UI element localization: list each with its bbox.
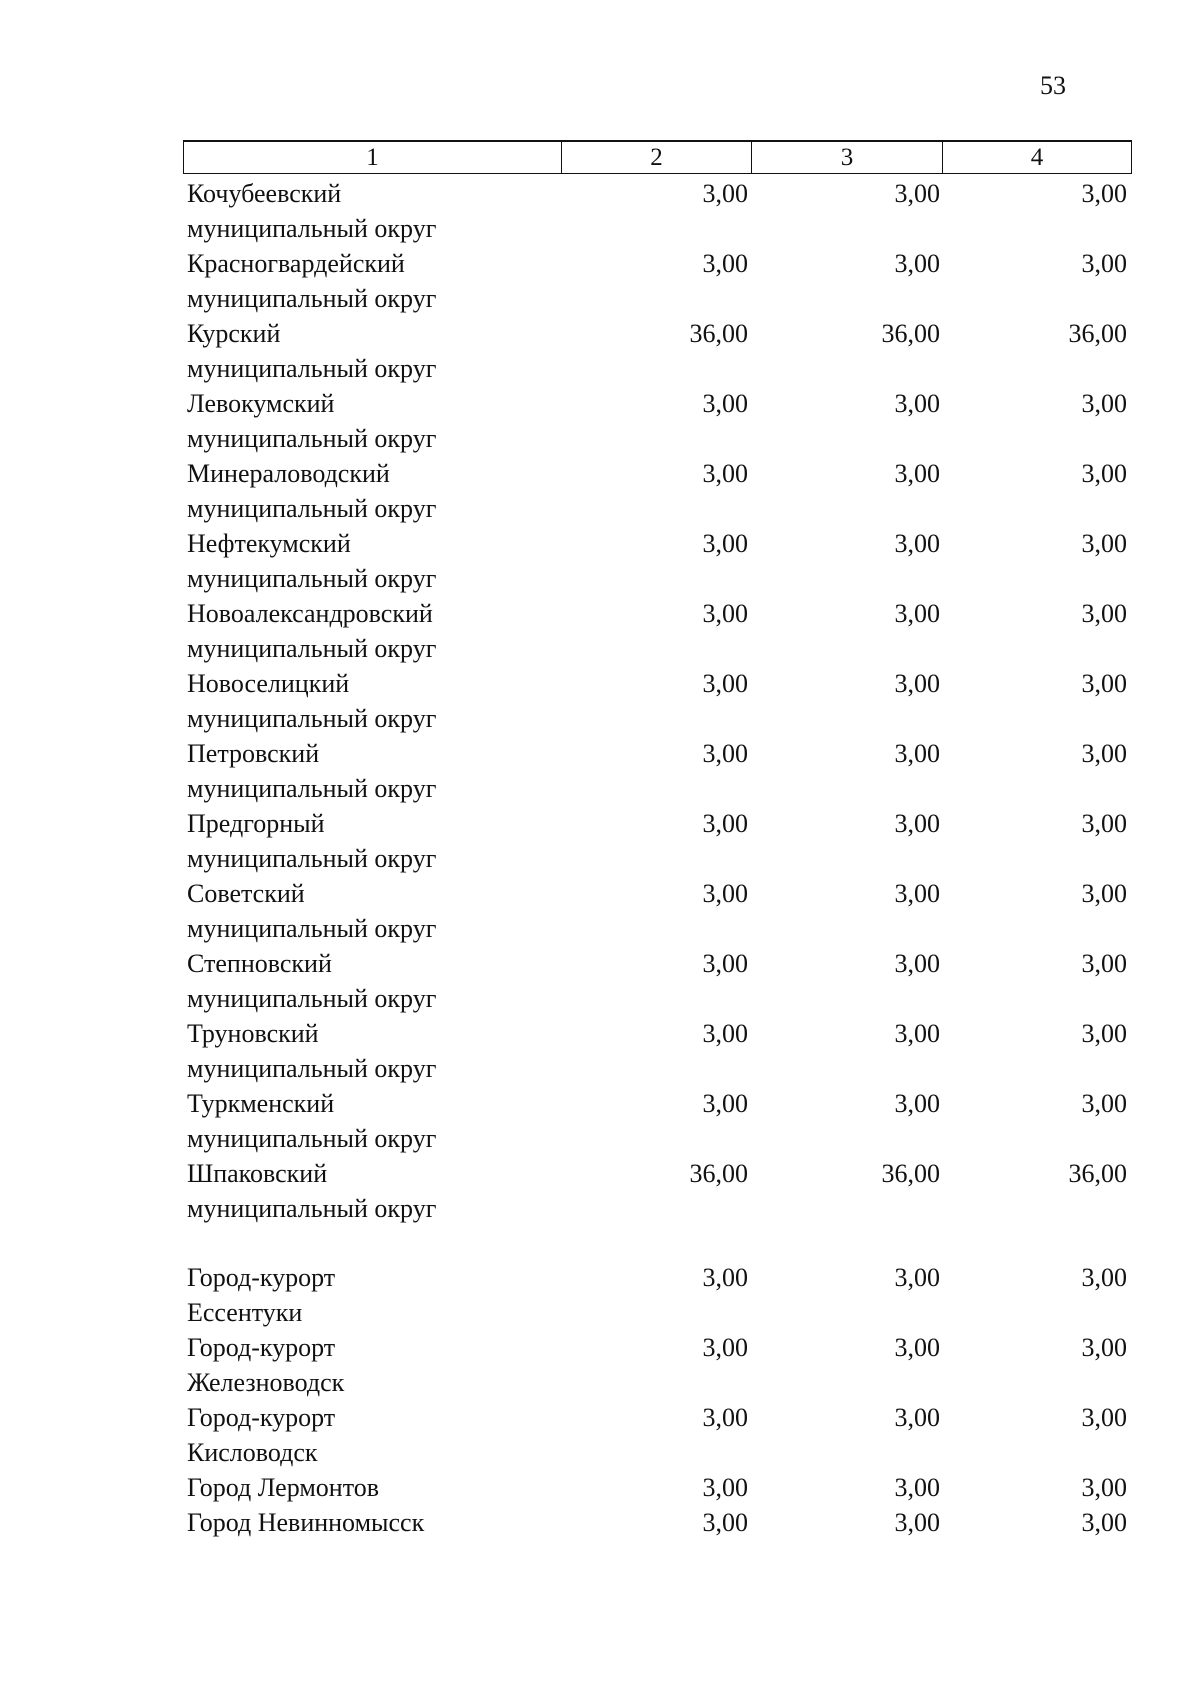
table-body [0, 176, 1200, 1540]
row-name-line: Минераловодский [187, 459, 390, 488]
row-value-c3: 36,00 [881, 1159, 940, 1188]
row-name [187, 176, 567, 246]
row-value-c2: 3,00 [702, 1403, 748, 1432]
row-name [187, 666, 567, 736]
row-name-line: Левокумский [187, 389, 335, 418]
row-name-line: муниципальный округ [187, 1194, 437, 1223]
row-value-c2: 3,00 [702, 179, 748, 208]
row-value-c4: 3,00 [1081, 179, 1127, 208]
table-row [0, 876, 1200, 946]
row-value-c4: 3,00 [1081, 1019, 1127, 1048]
row-name-line: Город Лермонтов [187, 1473, 379, 1502]
row-value-c3: 3,00 [894, 1473, 940, 1502]
row-name-line: Нефтекумский [187, 529, 351, 558]
row-name-line: Советский [187, 879, 305, 908]
row-value-c2: 3,00 [702, 809, 748, 838]
table-header [0, 140, 1200, 176]
row-name [187, 1505, 567, 1540]
row-name [187, 316, 567, 386]
row-name-line: Город-курорт [187, 1403, 336, 1432]
table-row [0, 946, 1200, 1016]
row-value-c2: 3,00 [702, 949, 748, 978]
row-name-line: муниципальный округ [187, 914, 437, 943]
row-value-c3: 3,00 [894, 739, 940, 768]
row-value-c4: 36,00 [1068, 1159, 1127, 1188]
row-name-line: Курский [187, 319, 281, 348]
row-value-c2: 3,00 [702, 1333, 748, 1362]
row-name [187, 1156, 567, 1226]
row-name-line: Новоалександровский [187, 599, 433, 628]
row-name-line: Предгорный [187, 809, 325, 838]
table-row [0, 1330, 1200, 1400]
row-value-c3: 3,00 [894, 249, 940, 278]
row-value-c2: 3,00 [702, 599, 748, 628]
row-name-line: муниципальный округ [187, 284, 437, 313]
page-number: 53 [1040, 71, 1066, 100]
row-name-line: Кочубеевский [187, 179, 342, 208]
row-name-line: Ессентуки [187, 1298, 303, 1327]
row-name-line: Новоселицкий [187, 669, 350, 698]
row-value-c4: 3,00 [1081, 1473, 1127, 1502]
row-value-c2: 36,00 [689, 1159, 748, 1188]
table-row [0, 596, 1200, 666]
row-value-c2: 3,00 [702, 1019, 748, 1048]
row-name-line: муниципальный округ [187, 564, 437, 593]
row-name-line: Петровский [187, 739, 320, 768]
row-value-c3: 3,00 [894, 809, 940, 838]
row-value-c4: 3,00 [1081, 599, 1127, 628]
row-value-c4: 36,00 [1068, 319, 1127, 348]
header-cell-1: 1 [183, 140, 562, 174]
row-value-c3: 3,00 [894, 879, 940, 908]
row-name-line: Туркменский [187, 1089, 335, 1118]
row-name [187, 526, 567, 596]
row-name-line: муниципальный округ [187, 214, 437, 243]
row-name [187, 876, 567, 946]
row-value-c4: 3,00 [1081, 949, 1127, 978]
row-value-c4: 3,00 [1081, 1403, 1127, 1432]
row-name [187, 1016, 567, 1086]
row-name [187, 1400, 567, 1470]
row-value-c2: 36,00 [689, 319, 748, 348]
header-cell-2: 2 [561, 140, 752, 174]
row-value-c2: 3,00 [702, 459, 748, 488]
row-value-c4: 3,00 [1081, 739, 1127, 768]
table-row [0, 1505, 1200, 1540]
row-value-c4: 3,00 [1081, 249, 1127, 278]
table-row [0, 176, 1200, 246]
row-name-line: муниципальный округ [187, 1054, 437, 1083]
table-row [0, 1470, 1200, 1505]
row-name [187, 386, 567, 456]
row-name-line: Степновский [187, 949, 332, 978]
row-value-c3: 3,00 [894, 389, 940, 418]
row-value-c2: 3,00 [702, 389, 748, 418]
row-value-c3: 3,00 [894, 949, 940, 978]
row-value-c4: 3,00 [1081, 809, 1127, 838]
row-value-c2: 3,00 [702, 1508, 748, 1537]
row-name [187, 1086, 567, 1156]
row-name [187, 736, 567, 806]
row-name-line: Труновский [187, 1019, 319, 1048]
row-name-line: Кисловодск [187, 1438, 318, 1467]
row-value-c2: 3,00 [702, 739, 748, 768]
table-row [0, 666, 1200, 736]
row-name [187, 246, 567, 316]
row-name-line: муниципальный округ [187, 984, 437, 1013]
row-name [187, 1470, 567, 1505]
header-cell-4: 4 [942, 140, 1132, 174]
row-value-c2: 3,00 [702, 1089, 748, 1118]
row-name [187, 1330, 567, 1400]
row-value-c2: 3,00 [702, 249, 748, 278]
row-value-c4: 3,00 [1081, 879, 1127, 908]
row-name [187, 1260, 567, 1330]
table-row [0, 1086, 1200, 1156]
table-row [0, 316, 1200, 386]
row-value-c4: 3,00 [1081, 1263, 1127, 1292]
row-value-c4: 3,00 [1081, 1089, 1127, 1118]
table-row [0, 526, 1200, 596]
row-name-line: муниципальный округ [187, 774, 437, 803]
row-value-c3: 3,00 [894, 179, 940, 208]
row-name-line: Город Невинномысск [187, 1508, 425, 1537]
row-value-c2: 3,00 [702, 1473, 748, 1502]
row-value-c3: 3,00 [894, 1089, 940, 1118]
row-value-c4: 3,00 [1081, 529, 1127, 558]
row-name [187, 596, 567, 666]
row-value-c4: 3,00 [1081, 459, 1127, 488]
row-value-c3: 3,00 [894, 599, 940, 628]
row-name-line: Город-курорт [187, 1333, 336, 1362]
row-name-line: муниципальный округ [187, 634, 437, 663]
row-name-line: муниципальный округ [187, 424, 437, 453]
row-value-c3: 3,00 [894, 529, 940, 558]
row-name [187, 456, 567, 526]
row-name-line: Шпаковский [187, 1159, 328, 1188]
row-value-c3: 36,00 [881, 319, 940, 348]
row-name-line: муниципальный округ [187, 844, 437, 873]
table-row [0, 736, 1200, 806]
row-value-c3: 3,00 [894, 1263, 940, 1292]
row-name [187, 946, 567, 1016]
row-value-c3: 3,00 [894, 1333, 940, 1362]
row-value-c4: 3,00 [1081, 389, 1127, 418]
row-name-line: муниципальный округ [187, 704, 437, 733]
row-name-line: муниципальный округ [187, 354, 437, 383]
row-value-c3: 3,00 [894, 1019, 940, 1048]
table-row [0, 246, 1200, 316]
table-row [0, 456, 1200, 526]
row-value-c4: 3,00 [1081, 1333, 1127, 1362]
row-value-c2: 3,00 [702, 879, 748, 908]
header-cell-3: 3 [751, 140, 943, 174]
table-row [0, 1260, 1200, 1330]
row-name-line: муниципальный округ [187, 1124, 437, 1153]
table-row [0, 1156, 1200, 1226]
table-row [0, 1016, 1200, 1086]
row-name [187, 806, 567, 876]
row-value-c3: 3,00 [894, 1403, 940, 1432]
row-value-c4: 3,00 [1081, 1508, 1127, 1537]
row-value-c3: 3,00 [894, 459, 940, 488]
row-value-c2: 3,00 [702, 529, 748, 558]
table-row [0, 1400, 1200, 1470]
table-row [0, 386, 1200, 456]
row-value-c2: 3,00 [702, 669, 748, 698]
row-name-line: муниципальный округ [187, 494, 437, 523]
row-name-line: Город-курорт [187, 1263, 336, 1292]
row-name-line: Железноводск [187, 1368, 345, 1397]
table-row [0, 806, 1200, 876]
row-value-c2: 3,00 [702, 1263, 748, 1292]
row-value-c4: 3,00 [1081, 669, 1127, 698]
row-name-line: Красногвардейский [187, 249, 405, 278]
row-value-c3: 3,00 [894, 1508, 940, 1537]
row-value-c3: 3,00 [894, 669, 940, 698]
